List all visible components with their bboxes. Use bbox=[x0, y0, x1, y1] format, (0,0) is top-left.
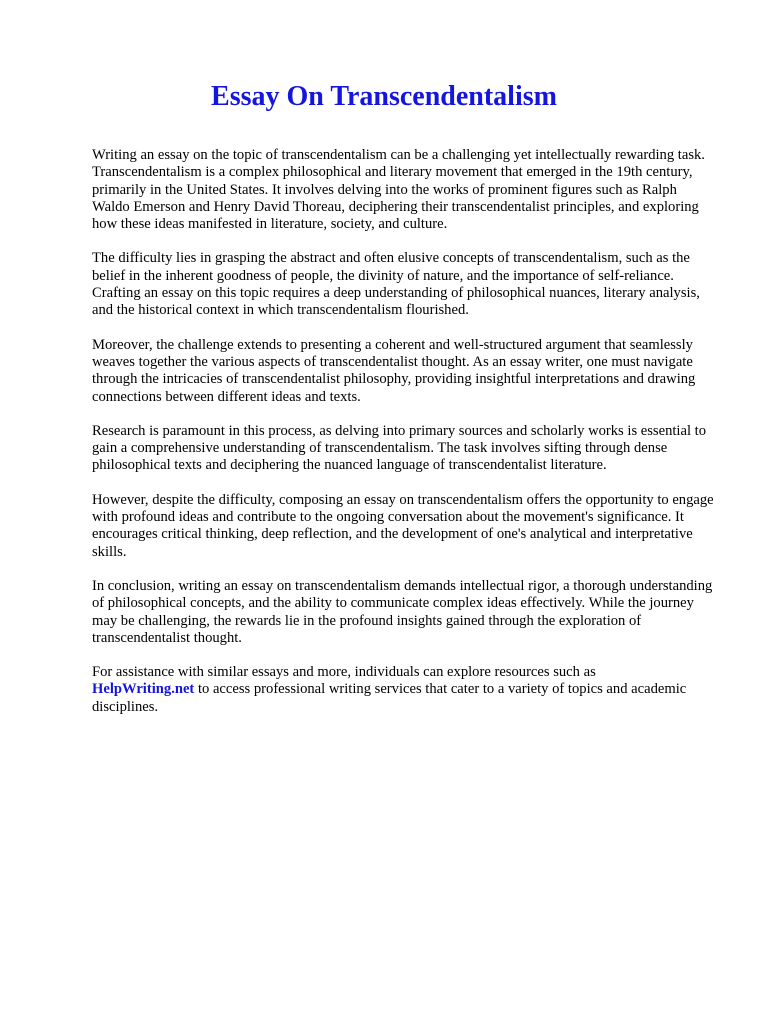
essay-body bbox=[92, 147, 714, 733]
page-title: Essay On Transcendentalism bbox=[211, 81, 557, 112]
paragraph-difficulty: The difficulty lies in grasping the abstract and often elusive concepts of transcendentalism, such as the belief in the inherent goodness of people, the divinity of nature, and the importance of self-reliance. Crafting an essay on this topic requires a deep understanding of philosophical nuances, literary analysis, and the historical context in which transcendentalism flourished. bbox=[92, 250, 700, 319]
helpwriting-link[interactable]: HelpWriting.net bbox=[92, 681, 195, 698]
assistance-text-after: to access professional writing services that cater to a variety of topics and academic disciplines. bbox=[92, 681, 687, 715]
assistance-text-before: For assistance with similar essays and more, individuals can explore resources such as bbox=[92, 664, 596, 681]
paragraph-research: Research is paramount in this process, as delving into primary sources and scholarly works is essential to gain a comprehensive understanding of transcendentalism. The task involves sifting through dense philosophical texts and deciphering the nuanced language of transcendentalist literature. bbox=[92, 422, 707, 474]
paragraph-assistance bbox=[92, 664, 714, 716]
paragraph-challenge: Moreover, the challenge extends to presenting a coherent and well-structured argument that seamlessly weaves together the various aspects of transcendentalist thought. As an essay writer, one must navigate through the intricacies of transcendentalist philosophy, providing insightful interpretations and drawing connections between different ideas and texts. bbox=[92, 336, 696, 405]
paragraph-opportunity: However, despite the difficulty, composing an essay on transcendentalism offers the opportunity to engage with profound ideas and contribute to the ongoing conversation about the movement's significance. It encourages critical thinking, deep reflection, and the development of one's analytical and interpretative skills. bbox=[92, 491, 714, 560]
paragraph-conclusion: In conclusion, writing an essay on transcendentalism demands intellectual rigor, a thorough understanding of philosophical concepts, and the ability to communicate complex ideas effectively. While the journey may be challenging, the rewards lie in the profound insights gained through the exploration of transcendentalist thought. bbox=[92, 577, 713, 646]
paragraph-intro: Writing an essay on the topic of transcendentalism can be a challenging yet intellectually rewarding task. Transcendentalism is a complex philosophical and literary movement that emerged in the 19th century, primarily in the United States. It involves delving into the works of prominent figures such as Ralph Waldo Emerson and Henry David Thoreau, deciphering their transcendentalist principles, and exploring how these ideas manifested in literature, society, and culture. bbox=[92, 147, 705, 233]
